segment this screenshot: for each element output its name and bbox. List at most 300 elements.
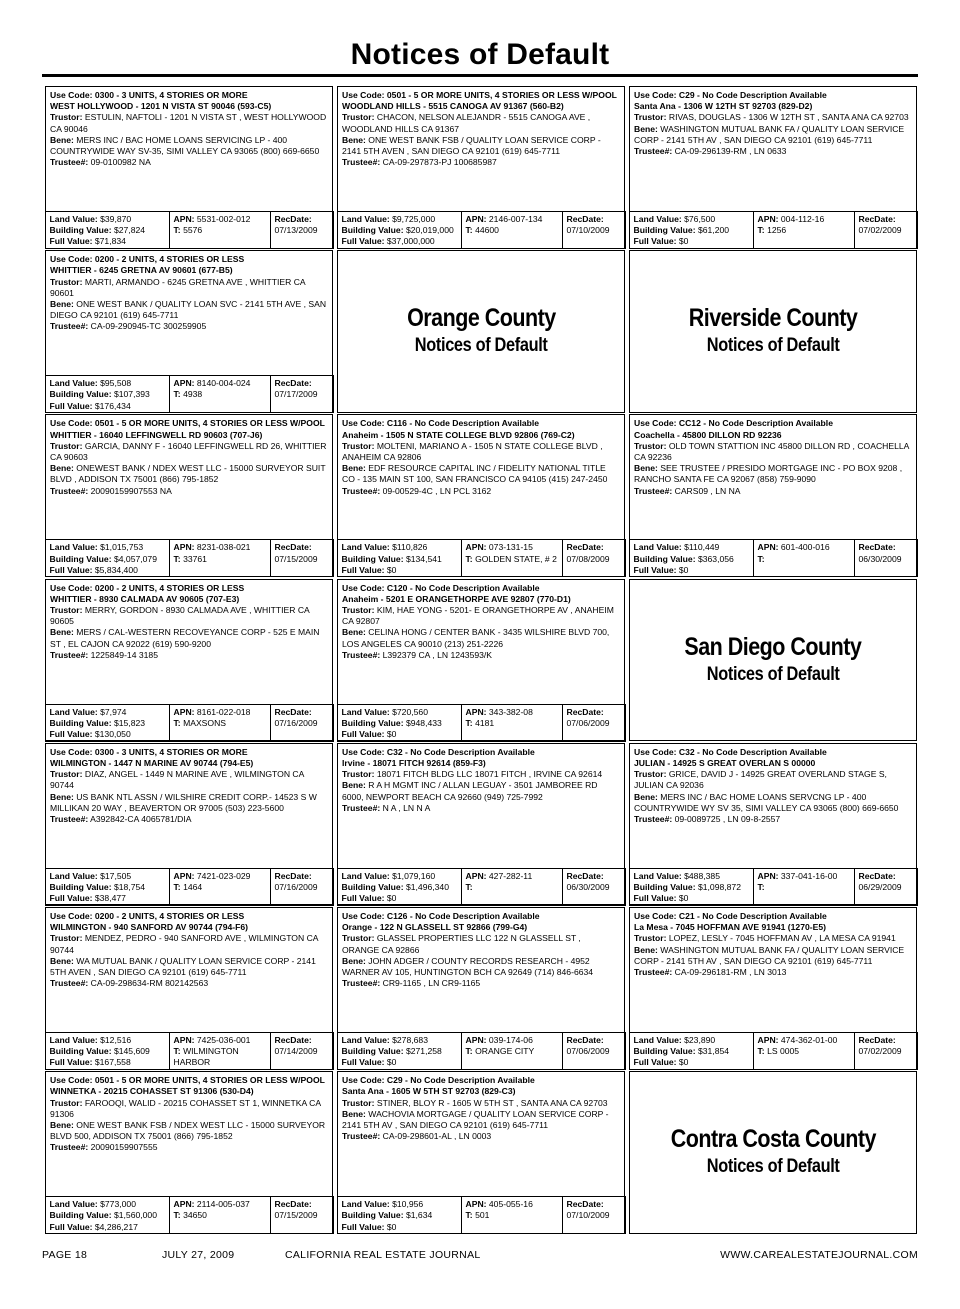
full-value-line (50, 236, 165, 247)
apn-line (758, 214, 850, 225)
land-value: $773,000 (100, 1199, 136, 1210)
recdate-cell (270, 705, 334, 742)
full-value-line (342, 729, 457, 740)
building-value-line (342, 225, 457, 236)
recdate-value: 07/17/2009 (274, 389, 318, 400)
apn-value: 039-174-06 (488, 1035, 533, 1045)
building-value: $1,098,872 (697, 882, 741, 892)
apn-label: APN: (173, 378, 195, 389)
beneficiary-line (342, 135, 620, 157)
trustee-number-line (342, 650, 620, 661)
recdate-value: 07/06/2009 (566, 1046, 610, 1057)
trustee-number-value: 09-00529-4C , LN PCL 3162 (382, 485, 492, 496)
trustor-line (634, 112, 912, 123)
trustee-number-value: 09-0100982 NA (90, 157, 151, 168)
trustor-value: LOPEZ, LESLY - 7045 HOFFMAN AV , LA MESA CA 91941 (668, 933, 896, 944)
trustor-line (50, 112, 328, 134)
trustor-label: Trustor: (342, 605, 375, 615)
beneficiary-label: Bene: (50, 1120, 74, 1130)
trustee-number-line (634, 146, 912, 157)
apn-line (466, 1035, 558, 1046)
recdate-cell (562, 212, 626, 249)
apn-line (466, 214, 558, 225)
use-code: Use Code: C120 - No Code Description Available (342, 582, 540, 593)
value-row (629, 1032, 918, 1070)
tract-label: T: (465, 1210, 473, 1221)
beneficiary-value: ONE WEST BANK FSB / QUALITY LOAN SERVICE CORP - 2141 5TH AVEN , SAN DIEGO CA 92101 (619) 645-7711 (342, 134, 601, 157)
property-address: Coachella - 45800 DILLON RD 92236 (634, 429, 782, 440)
apn-cell (461, 705, 562, 742)
apn-line (758, 1035, 850, 1046)
county-name: San Diego County (684, 632, 862, 661)
full-value: $71,834 (94, 236, 126, 247)
trustor-value: DIAZ, ANGEL - 1449 N MARINE AVE , WILMINGTON CA 90744 (50, 769, 304, 791)
land-value: $9,725,000 (392, 214, 436, 224)
apn-line (174, 871, 266, 882)
land-value-label: Land Value: (49, 870, 98, 881)
full-value: $176,434 (94, 400, 131, 411)
use-code: Use Code: 0200 - 2 UNITS, 4 STORIES OR LESS (50, 582, 245, 593)
trustee-number-value: 20090159907555 (90, 1142, 158, 1153)
trustee-number-label: Trustee#: (634, 814, 673, 825)
trustee-number-line (342, 803, 620, 814)
notice-record (337, 1071, 625, 1234)
values-cell (45, 705, 169, 742)
full-value-line (634, 236, 749, 247)
recdate-cell (270, 212, 334, 249)
beneficiary-value: WASHINGTON MUTUAL BANK FA / QUALITY LOAN SERVICE CORP - 2141 5TH AV , SAN DIEGO CA 92101 (619) 645-7711 (634, 944, 905, 966)
trustee-number-line (50, 814, 328, 825)
apn-line (174, 1199, 266, 1210)
beneficiary-label: Bene: (634, 123, 658, 134)
recdate-label: RecDate: (566, 1199, 604, 1210)
beneficiary-label: Bene: (50, 627, 74, 638)
value-row (45, 1032, 334, 1070)
land-value-line (50, 1199, 165, 1210)
trustor-value: ESTULIN, NAFTOLI - 1201 N VISTA ST , WEST HOLLYWOOD CA 90046 (50, 112, 327, 134)
values-cell (45, 869, 169, 906)
tract-value: LS 0005 (767, 1046, 800, 1057)
notice-body (338, 1072, 624, 1142)
trustor-line (342, 605, 620, 627)
land-value-label: Land Value: (633, 542, 682, 553)
tract-label: T: (757, 553, 765, 564)
building-value-line (342, 882, 457, 893)
trustor-label: Trustor: (342, 440, 375, 451)
land-value: $110,449 (684, 542, 720, 553)
trustor-value: OLD TOWN STATTION INC 45800 DILLON RD , COACHELLA CA 92236 (634, 440, 909, 462)
building-value-line (50, 882, 165, 893)
trustor-label: Trustor: (50, 276, 83, 287)
building-value-label: Building Value: (49, 717, 112, 728)
notice-body (46, 415, 332, 496)
value-row (45, 1196, 334, 1234)
notice-record (45, 414, 333, 577)
footer-date: JULY 27, 2009 (162, 1249, 235, 1261)
land-value: $76,500 (684, 214, 716, 224)
tract-line (758, 882, 850, 893)
trustee-number-value: A392842-CA 4065781/DIA (90, 814, 192, 825)
notice-record (629, 743, 917, 906)
land-value: $12,516 (100, 1035, 132, 1045)
building-value-label: Building Value: (49, 1046, 112, 1057)
full-value-line (634, 565, 749, 576)
trustee-number-label: Trustee#: (50, 321, 89, 332)
county-banner (629, 579, 917, 742)
land-value: $110,826 (392, 542, 428, 553)
use-code: Use Code: 0300 - 3 UNITS, 4 STORIES OR MORE (50, 90, 248, 100)
building-value-label: Building Value: (341, 882, 404, 892)
notice-body (46, 1072, 332, 1153)
apn-label: APN: (173, 706, 195, 717)
use-code: Use Code: CC12 - No Code Description Available (634, 418, 833, 429)
value-row (45, 211, 334, 249)
building-value: $271,258 (405, 1046, 442, 1057)
apn-line (758, 542, 850, 553)
full-value-label: Full Value: (49, 1221, 93, 1232)
apn-line (174, 707, 266, 718)
land-value-label: Land Value: (341, 870, 390, 881)
notice-body (338, 415, 624, 496)
apn-cell (753, 1033, 854, 1070)
trustee-number-value: CA-09-296139-RM , LN 0633 (674, 146, 787, 157)
building-value-label: Building Value: (341, 1046, 404, 1057)
recdate-label: RecDate: (274, 706, 312, 717)
building-value-label: Building Value: (341, 717, 404, 728)
building-value: $1,496,340 (405, 882, 449, 892)
value-row (337, 1196, 626, 1234)
values-cell (337, 869, 461, 906)
apn-label: APN: (173, 214, 195, 224)
full-value: $0 (678, 1057, 689, 1068)
notice-body (630, 744, 916, 825)
beneficiary-value: ONEWEST BANK / NDEX WEST LLC - 15000 SURVEYOR SUIT BLVD , ADDISON TX 75001 (866) 795-1852 (50, 463, 326, 485)
full-value-label: Full Value: (49, 1057, 93, 1068)
building-value-line (634, 1046, 749, 1057)
full-value-line (50, 1057, 165, 1068)
building-value-label: Building Value: (341, 553, 404, 564)
tract-line (174, 718, 266, 729)
trustee-number-label: Trustee#: (634, 146, 673, 157)
building-value-label: Building Value: (49, 389, 112, 400)
trustor-label: Trustor: (342, 1097, 375, 1108)
tract-line (758, 225, 850, 236)
use-code: Use Code: 0200 - 2 UNITS, 4 STORIES OR LESS (50, 911, 245, 921)
trustee-number-line (342, 978, 620, 989)
trustee-number-line (50, 486, 328, 497)
beneficiary-line (634, 792, 912, 814)
full-value-label: Full Value: (49, 564, 93, 575)
recdate-value: 06/30/2009 (858, 553, 902, 564)
building-value-line (50, 554, 165, 565)
notice-record (45, 743, 333, 906)
notice-body (46, 251, 332, 332)
recdate-label: RecDate: (566, 870, 604, 881)
building-value-label: Building Value: (633, 225, 696, 236)
tract-value: 44600 (475, 225, 499, 236)
beneficiary-line (50, 463, 328, 485)
use-code: Use Code: C116 - No Code Description Available (342, 418, 540, 429)
notice-record (629, 414, 917, 577)
land-value-line (634, 542, 749, 553)
recdate-cell (270, 1033, 334, 1070)
tract-value: 5576 (183, 225, 203, 236)
building-value-line (342, 1046, 457, 1057)
value-row (629, 868, 918, 906)
apn-value: 073-131-15 (488, 542, 533, 553)
tract-label: T: (173, 717, 181, 728)
land-value-label: Land Value: (633, 214, 682, 224)
recdate-cell (270, 1197, 334, 1234)
beneficiary-label: Bene: (634, 463, 658, 474)
beneficiary-label: Bene: (342, 1108, 366, 1119)
tract-value: 4181 (475, 717, 495, 728)
building-value: $61,200 (697, 225, 730, 236)
building-value-line (634, 554, 749, 565)
recdate-label: RecDate: (858, 214, 896, 224)
land-value: $7,974 (100, 706, 127, 717)
trustor-value: MERRY, GORDON - 8930 CALMADA AVE , WHITTIER CA 90605 (50, 605, 310, 627)
notice-record (337, 743, 625, 906)
value-row (629, 211, 918, 249)
full-value-line (634, 1057, 749, 1068)
notice-record (45, 86, 333, 249)
land-value-label: Land Value: (341, 706, 390, 717)
apn-value: 7421-023-029 (196, 870, 251, 881)
apn-value: 427-282-11 (488, 870, 533, 881)
apn-cell (461, 869, 562, 906)
value-row (337, 704, 626, 742)
full-value-label: Full Value: (49, 400, 93, 411)
recdate-value: 07/15/2009 (274, 1210, 318, 1221)
beneficiary-line (342, 780, 620, 802)
apn-value: 8140-004-024 (196, 378, 251, 389)
apn-value: 337-041-16-00 (780, 870, 838, 881)
tract-label: T: (757, 1046, 765, 1057)
apn-label: APN: (465, 1035, 487, 1045)
footer-page: PAGE 18 (42, 1249, 88, 1261)
trustee-number-label: Trustee#: (342, 978, 381, 989)
notice-body (630, 908, 916, 978)
land-value: $17,505 (100, 870, 132, 881)
full-value-line (342, 565, 457, 576)
footer-website: WWW.CAREALESTATEJOURNAL.COM (720, 1249, 918, 1261)
value-row (45, 375, 334, 413)
land-value-line (50, 871, 165, 882)
beneficiary-line (50, 792, 328, 814)
tract-line (466, 882, 558, 893)
building-value: $15,823 (113, 717, 146, 728)
trustee-number-value: CARS09 , LN NA (674, 485, 741, 496)
value-row (337, 211, 626, 249)
title-rule (42, 74, 918, 77)
tract-label: T: (465, 882, 473, 892)
apn-value: 7425-036-001 (196, 1035, 251, 1045)
tract-label: T: (465, 225, 473, 236)
recdate-value: 07/16/2009 (274, 717, 318, 728)
recdate-cell (854, 869, 918, 906)
recdate-value: 06/30/2009 (566, 882, 610, 892)
use-code: Use Code: C21 - No Code Description Available (634, 911, 827, 921)
recdate-value: 07/15/2009 (274, 553, 318, 564)
recdate-cell (854, 540, 918, 577)
trustor-label: Trustor: (634, 440, 667, 451)
trustor-value: FAROOQI, WALID - 20215 COHASSET ST 1, WINNETKA CA 91306 (50, 1097, 321, 1119)
apn-value: 2114-005-037 (196, 1199, 250, 1210)
apn-value: 474-362-01-00 (780, 1035, 838, 1045)
trustee-number-label: Trustee#: (50, 649, 89, 660)
property-address: WHITTIER - 8930 CALMADA AV 90605 (707-E3) (50, 593, 240, 604)
land-value-line (50, 214, 165, 225)
apn-label: APN: (173, 1035, 195, 1045)
trustee-number-line (342, 1131, 620, 1142)
land-value-label: Land Value: (341, 1035, 390, 1045)
tract-line (758, 554, 850, 565)
property-address: WEST HOLLYWOOD - 1201 N VISTA ST 90046 (593-C5) (50, 101, 272, 112)
building-value-label: Building Value: (49, 553, 112, 564)
notice-record (337, 414, 625, 577)
recdate-label: RecDate: (566, 706, 604, 717)
full-value-label: Full Value: (341, 1057, 385, 1068)
building-value: $18,754 (113, 882, 146, 892)
full-value: $167,558 (94, 1057, 131, 1068)
beneficiary-label: Bene: (50, 955, 74, 966)
recdate-value: 07/06/2009 (566, 717, 610, 728)
value-row (337, 868, 626, 906)
apn-line (466, 542, 558, 553)
tract-value: 1256 (767, 225, 787, 236)
land-value-line (342, 707, 457, 718)
apn-cell (169, 1033, 270, 1070)
building-value-line (342, 554, 457, 565)
notice-record (45, 1071, 333, 1234)
tract-line (466, 225, 558, 236)
notice-body (630, 415, 916, 496)
value-row (337, 539, 626, 577)
trustee-number-value: L392379 CA , LN 1243593/K (382, 649, 493, 660)
tract-value: 4938 (183, 389, 203, 400)
apn-label: APN: (173, 870, 195, 881)
use-code: Use Code: 0501 - 5 OR MORE UNITS, 4 STORIES OR LESS W/POOL (50, 418, 325, 429)
full-value-label: Full Value: (341, 729, 385, 739)
trustor-line (342, 769, 620, 780)
tract-label: T: (465, 717, 473, 728)
trustor-value: GLASSEL PROPERTIES LLC 122 N GLASSELL ST , ORANGE CA 92866 (342, 933, 581, 955)
trustee-number-line (50, 1142, 328, 1153)
apn-line (758, 871, 850, 882)
tract-line (174, 554, 266, 565)
notice-body (46, 908, 332, 989)
tract-label: T: (173, 389, 181, 400)
value-row (45, 539, 334, 577)
property-address: WILMINGTON - 1447 N MARINE AV 90744 (794-E5) (50, 758, 254, 768)
values-cell (45, 376, 169, 413)
trustee-number-line (342, 486, 620, 497)
trustor-line (50, 933, 328, 955)
apn-cell (753, 212, 854, 249)
building-value: $107,393 (113, 389, 150, 400)
full-value-label: Full Value: (49, 729, 93, 739)
land-value-line (50, 542, 165, 553)
values-cell (629, 212, 753, 249)
apn-value: 343-382-08 (488, 706, 533, 717)
notice-body (338, 87, 624, 168)
tract-label: T: (757, 225, 765, 236)
apn-label: APN: (757, 214, 779, 224)
full-value-label: Full Value: (341, 893, 385, 904)
recdate-cell (562, 1197, 626, 1234)
building-value-line (50, 1210, 165, 1221)
recdate-value: 07/16/2009 (274, 882, 318, 892)
full-value-line (634, 893, 749, 904)
land-value-label: Land Value: (633, 870, 682, 881)
trustor-label: Trustor: (342, 112, 375, 123)
county-name: Contra Costa County (670, 1125, 876, 1154)
trustor-value: KIM, HAE YONG - 5201- E ORANGETHORPE AV , ANAHEIM CA 92807 (342, 605, 614, 627)
beneficiary-label: Bene: (634, 944, 658, 955)
land-value-label: Land Value: (49, 542, 98, 553)
trustor-value: 18071 FITCH BLDG LLC 18071 FITCH , IRVINE CA 92614 (376, 769, 603, 780)
apn-line (466, 1199, 558, 1210)
beneficiary-label: Bene: (50, 791, 74, 802)
county-banner (337, 250, 625, 413)
land-value-label: Land Value: (49, 214, 98, 224)
building-value-label: Building Value: (341, 1210, 404, 1221)
building-value: $134,541 (405, 553, 442, 564)
notice-body (46, 580, 332, 661)
trustor-value: GARCIA, DANNY F - 16040 LEFFINGWELL RD 26, WHITTIER CA 90603 (50, 440, 327, 462)
building-value-label: Building Value: (633, 1046, 696, 1057)
trustor-label: Trustor: (50, 1097, 83, 1108)
values-cell (629, 1033, 753, 1070)
building-value-line (634, 225, 749, 236)
banner-subtitle: Notices of Default (706, 335, 840, 357)
property-address: JULIAN - 14925 S GREAT OVERLAN S 00000 (634, 758, 816, 768)
recdate-label: RecDate: (566, 542, 604, 553)
notice-body (338, 908, 624, 989)
trustee-number-line (634, 486, 912, 497)
apn-label: APN: (757, 1035, 779, 1045)
use-code: Use Code: 0501 - 5 OR MORE UNITS, 4 STORIES OR LESS W/POOL (342, 90, 617, 100)
full-value-label: Full Value: (341, 236, 385, 247)
recdate-cell (270, 869, 334, 906)
use-code: Use Code: 0200 - 2 UNITS, 4 STORIES OR LESS (50, 254, 245, 265)
beneficiary-value: R A H MGMT INC / ALLAN LEGUAY - 3501 JAMBOREE RD 6000, NEWPORT BEACH CA 92660 (949) 725-7992 (342, 780, 598, 802)
tract-line (466, 554, 558, 565)
full-value: $4,286,217 (94, 1221, 138, 1232)
land-value-line (634, 1035, 749, 1046)
banner-subtitle: Notices of Default (414, 335, 548, 357)
use-code: Use Code: 0300 - 3 UNITS, 4 STORIES OR MORE (50, 746, 248, 757)
apn-cell (169, 540, 270, 577)
building-value-line (50, 1046, 165, 1057)
property-address: WINNETKA - 20215 COHASSET ST 91306 (530-D4) (50, 1086, 254, 1097)
building-value-line (634, 882, 749, 893)
apn-label: APN: (465, 214, 487, 224)
full-value: $0 (678, 236, 689, 247)
recdate-value: 07/02/2009 (858, 1046, 902, 1057)
trustee-number-label: Trustee#: (342, 649, 381, 660)
land-value-label: Land Value: (341, 214, 390, 224)
land-value-label: Land Value: (49, 1199, 98, 1210)
trustee-number-label: Trustee#: (342, 157, 381, 168)
notice-record (337, 907, 625, 1070)
full-value-label: Full Value: (49, 893, 93, 904)
trustor-line (634, 441, 912, 463)
tract-line (758, 1046, 850, 1057)
apn-label: APN: (757, 542, 779, 553)
beneficiary-label: Bene: (342, 780, 366, 791)
